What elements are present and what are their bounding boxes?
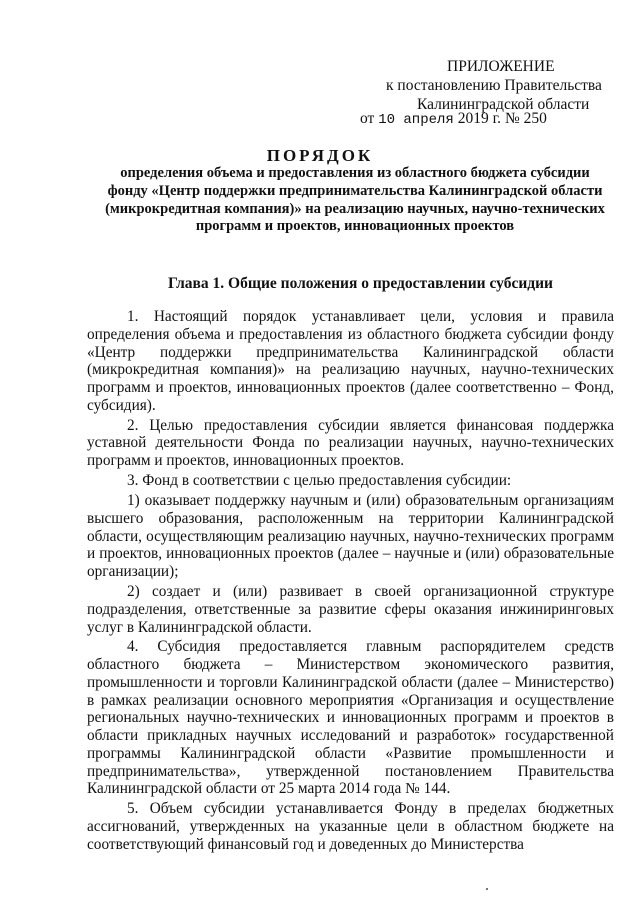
paragraph-5: 5. Объем субсидии устанавливается Фонду в пределах бюджетных ассигнований, утвержденных на указанные цели в областном бюджете на соответствующий финансовый год и доведенных до Министерства (87, 800, 614, 853)
document-body (87, 308, 614, 856)
document-number: № 250 (504, 110, 547, 127)
date-prefix: от (360, 110, 375, 127)
appendix-title: ПРИЛОЖЕНИЕ (447, 58, 555, 75)
paragraph-1: 1. Настоящий порядок устанавливает цели, условия и правила определения объема и предоставления из областного бюджета субсидии фонду «Центр поддержки предпринимательства Калининградской области (микрокредитная компания)» на реализацию научных, научно-технических программ и проектов, инновационных проектов (далее соответственно – Фонд, субсидия). (87, 308, 614, 414)
paragraph-4: 4. Субсидия предоставляется главным распорядителем средств областного бюджета – Министерством экономического развития, промышленности и торговли Калининградской области (далее – Министерство) в рамках реализации основного мероприятия «Организация и осуществление региональных научно-технических и инновационных программ и проектов в области прикладных научных исследований и разработок» государственной программы Калининградской области «Развитие промышленности и предпринимательства», утвержденной постановлением Правительства Калининградской области от 25 марта 2014 года № 144. (87, 638, 614, 798)
document-title: ПОРЯДОК (266, 146, 374, 165)
paragraph-3-1: 1) оказывает поддержку научным и (или) образовательным организациям высшего образования, расположенным на территории Калининградской области, осуществляющим реализацию научных, научно-технических программ и проектов, инновационных проектов (далее – научные и (или) образовательные организации); (87, 492, 614, 581)
date-day-month: 10 апреля (378, 112, 454, 128)
paragraph-3: 3. Фонд в соответствии с целью предоставления субсидии: (127, 472, 512, 490)
appendix-block (386, 57, 616, 114)
scan-speck (486, 888, 488, 890)
appendix-line-1: к постановлению Правительства (386, 77, 602, 94)
date-line (360, 110, 547, 128)
appendix-line-2: Калининградской области (417, 96, 590, 113)
document-subtitle: определения объема и предоставления из областного бюджета субсидии фонду «Центр поддержки предпринимательства Калининградской области (микрокредитная компания)» на реализацию научных, научно-технических программ и проектов, инновационных проектов (105, 165, 605, 235)
date-year: 2019 г. (457, 110, 502, 127)
paragraph-2: 2. Целью предоставления субсидии является финансовая поддержка уставной деятельности Фонда по реализации научных, научно-технических программ и проектов, инновационных проектов. (87, 416, 614, 470)
chapter-heading: Глава 1. Общие положения о предоставлении субсидии (168, 275, 553, 292)
paragraph-3-2: 2) создает и (или) развивает в своей организационной структуре подразделения, ответственные за развитие сферы оказания инжиниринговых услуг в Калининградской области. (87, 583, 614, 636)
